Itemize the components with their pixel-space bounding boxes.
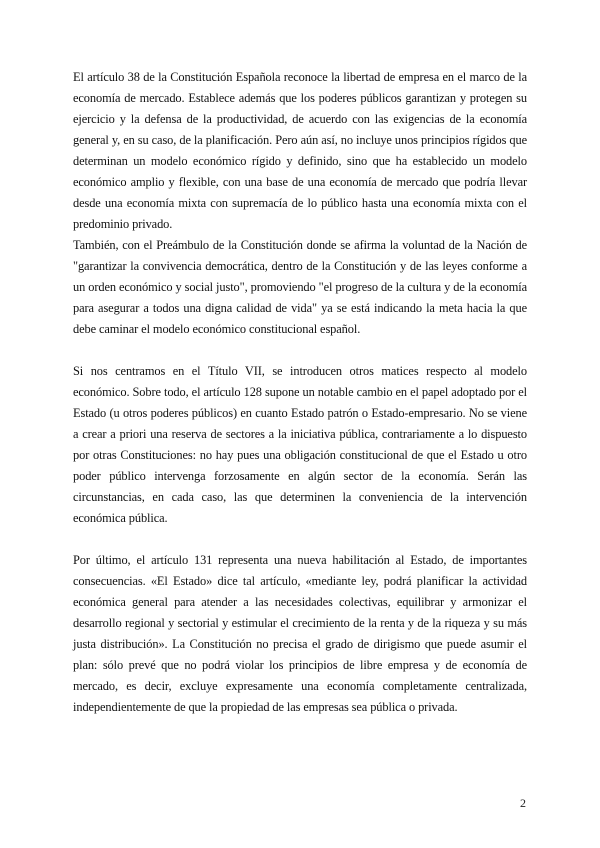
paragraph-articulo-131: Por último, el artículo 131 representa una nueva habilitación al Estado, de importantes consecuencias. «El Estado» dice tal artículo, «mediante ley, podrá planificar la actividad económica general para atender a las necesidades colectivas, equilibrar y armonizar el desarrollo regional y sectorial y estimular el crecimiento de la renta y de la riqueza y su más justa distribución». La Constitución no precisa el grado de dirigismo que puede asumir el plan: sólo prevé que no podrá violar los principios de libre empresa y de economía de mercado, es decir, excluye expresamente una economía completamente centralizada, independientemente de que la propiedad de las empresas sea pública o privada. xyxy=(73,553,527,714)
paragraph-titulo-vii: Si nos centramos en el Título VII, se introducen otros matices respecto al modelo económico. Sobre todo, el artículo 128 supone un notable cambio en el papel adoptado por el Estado (u otros poderes públicos) en cuanto Estado patrón o Estado-empresario. No se viene a crear a priori una reserva de sectores a la iniciativa pública, contrariamente a lo dispuesto por otras Constituciones: no hay pues una obligación constitucional de que el Estado u otro poder público intervenga forzosamente en algún sector de la economía. Serán las circunstancias, en cada caso, las que determinen la conveniencia de la intervención económica pública. xyxy=(73,364,527,525)
page-number: 2 xyxy=(520,796,526,810)
paragraph-articulo-38: El artículo 38 de la Constitución Española reconoce la libertad de empresa en el marco de la economía de mercado. Establece además que los poderes públicos garantizan y protegen su ejercicio y la defensa de la productividad, de acuerdo con las exigencias de la economía general y, en su caso, de la planificación. Pero aún así, no incluye unos principios rígidos que determinan un modelo económico rígido y definido, sino que ha establecido un modelo económico amplio y flexible, con una base de una economía de mercado que podría llevar desde una economía mixta con supremacía de lo público hasta una economía mixta con el predominio privado. xyxy=(73,70,527,231)
document-body xyxy=(73,67,527,718)
paragraph-spacer xyxy=(73,340,527,361)
paragraph-preambulo: También, con el Preámbulo de la Constitución donde se afirma la voluntad de la Nación de "garantizar la convivencia democrática, dentro de la Constitución y de las leyes conforme a un orden económico y social justo", promoviendo "el progreso de la cultura y de la economía para asegurar a todos una digna calidad de vida" ya se está indicando la meta hacia la que debe caminar el modelo económico constitucional español. xyxy=(73,238,527,336)
paragraph-spacer xyxy=(73,529,527,550)
